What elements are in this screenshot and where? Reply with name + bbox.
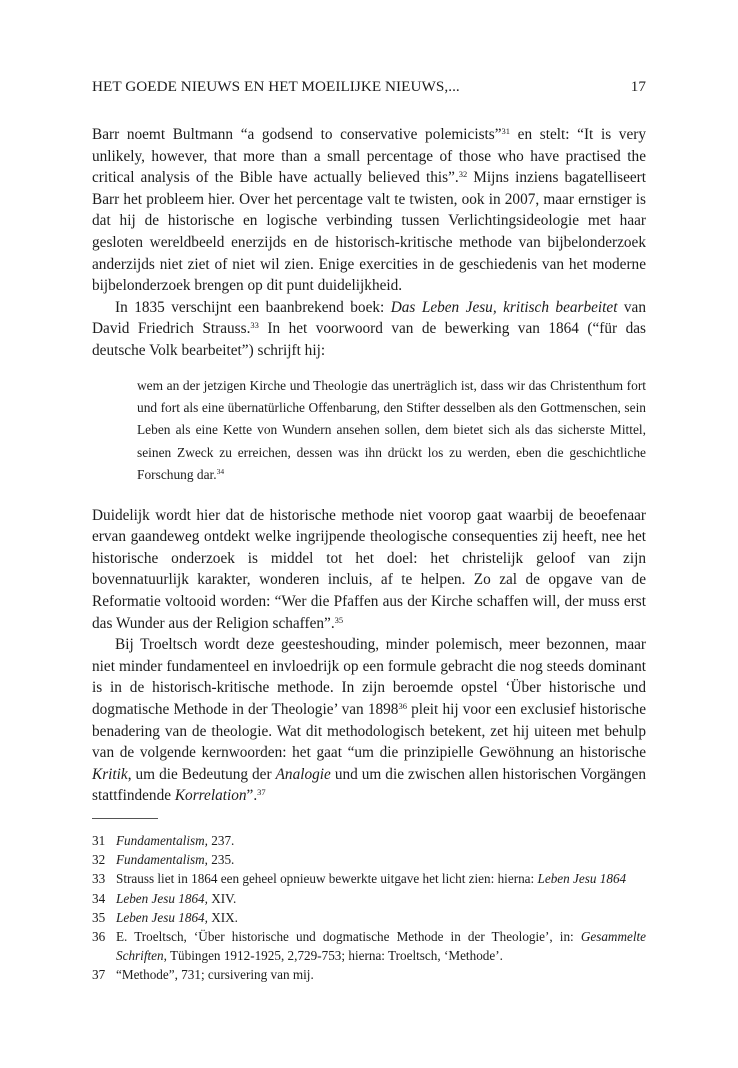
footnote-italic: Leben Jesu 1864, (116, 909, 208, 925)
footnote-31 (92, 831, 646, 850)
footnote-number: 31 (92, 833, 106, 848)
term-korrelation: Korrelation (174, 787, 247, 805)
paragraph-4-text-e: ”. (246, 787, 258, 805)
paragraph-4-text-a: Bij Troeltsch wordt deze geesteshouding, minder polemisch, meer bezonnen, maar niet minder fundamenteel en invloedrijk op een formule gebracht die nog steeds dominant is in de historisch-kritische methode. In zijn beroemde opstel ‘Über historische und dogmatische Methode in der Theologie’ van 1898 (92, 636, 646, 718)
footnote-italic: Leben Jesu 1864 (537, 871, 627, 887)
footnote-number: 37 (92, 967, 106, 983)
footnote-35 (92, 908, 646, 927)
paragraph-3 (92, 505, 646, 635)
paragraph-1-text-a: Barr noemt Bultmann “a godsend to conservative polemicists” (92, 126, 502, 143)
paragraph-2-text-a: In 1835 verschijnt een baanbrekend boek: (115, 298, 391, 316)
footnote-34 (92, 889, 646, 908)
footnote-italic: Leben Jesu 1864, (116, 890, 208, 906)
footnote-italic: Fundamentalism (116, 852, 205, 868)
footnote-text: E. Troeltsch, ‘Über historische und dogmatische Methode in der Theologie’, in: (116, 929, 581, 945)
footnote-separator (92, 818, 158, 819)
paragraph-4 (92, 634, 646, 807)
paragraph-1-text-b: en stelt: “It is very unlikely, however, that more than a small percentage of those who have practised the critical analysis of the Bible have actually believed this”. (92, 126, 646, 187)
footnote-ref-32: 32 (458, 169, 468, 180)
footnote-number: 32 (92, 852, 106, 868)
paragraph-2-text-c: In het voorwoord van de bewerking van 1864 (“für das deutsche Volk bearbeitet”) schrijft hij: (92, 320, 646, 359)
footnote-number: 35 (92, 909, 106, 925)
footnote-number: 34 (92, 890, 106, 906)
footnote-ref-34: 34 (216, 467, 225, 477)
footnotes (92, 831, 646, 985)
footnote-36 (92, 927, 646, 965)
footnote-number: 36 (92, 929, 106, 945)
footnote-text: 237. (207, 833, 235, 848)
footnote-text: , 235. (204, 852, 235, 868)
paragraph-4-text-c: , um die Bedeutung der (127, 765, 276, 783)
paragraph-1 (92, 124, 646, 297)
running-title: HET GOEDE NIEUWS EN HET MOEILIJKE NIEUWS,... (92, 78, 460, 95)
footnote-text: Strauss liet in 1864 een geheel opnieuw bewerkte uitgave het licht zien: hierna: (116, 871, 538, 887)
footnote-ref-37: 37 (257, 787, 266, 798)
footnote-text: XIX. (207, 909, 238, 925)
footnote-ref-31: 31 (501, 126, 511, 136)
footnote-italic: Fundamentalism, (116, 833, 208, 848)
page-number: 17 (630, 78, 646, 95)
footnote-text: “Methode”, 731; cursivering van mij. (116, 967, 314, 983)
paragraph-2 (92, 297, 646, 362)
running-header (92, 78, 646, 100)
footnote-number: 33 (92, 871, 106, 887)
term-analogie: Analogie (275, 765, 331, 783)
term-kritik: Kritik (92, 765, 128, 783)
footnote-ref-36: 36 (398, 700, 407, 711)
block-quote-text: wem an der jetzigen Kirche und Theologie das unerträglich ist, dass wir das Christenthum fort und fort als eine übernatürliche Offenbarung, den Stifter desselben als den Gottmenschen, sein Leben als eine Kette von Wundern ansehen sollen, dem bietet sich als das sicherste Mittel, seinen Zweck zu erreichen, dessen was ihn drückt los zu werden, eben die geschichtliche Forschung dar. (137, 377, 646, 483)
footnote-ref-35: 35 (334, 614, 344, 625)
paragraph-4-text-b: pleit hij voor een exclusief historische benadering van de theologie. Wat dit methodologisch betekent, zet hij uiteen met behulp van de volgende kernwoorden: het gaat “um die prinzipielle Gewöhnung an historische (92, 700, 646, 762)
book-title-italic: Das Leben Jesu, kritisch bearbeitet (390, 298, 618, 316)
paragraph-4-text-d: und um die zwischen allen historischen Vorgängen stattfindende (92, 765, 646, 805)
block-quote (137, 375, 646, 487)
footnote-italic: Gesammelte Schriften (116, 929, 646, 964)
footnote-32 (92, 850, 646, 869)
main-text (92, 124, 646, 807)
paragraph-3-text: Duidelijk wordt hier dat de historische methode niet voorop gaat waarbij de beoefenaar ervan gaandeweg ontdekt welke ingrijpende theologische consequenties zij heeft, nee het historische onderzoek is middel tot het doel: het christelijk geloof van zijn bovennatuurlijk karakter, wonderen incluis, af te helpen. Zo zal de opgave van de Reformatie voltooid worden: “Wer die Pfaffen aus der Kirche schaffen will, der muss erst das Wunder aus der Religion schaffen”. (92, 506, 646, 632)
footnote-text-continued: , Tübingen 1912-1925, 2,729-753; hierna: Troeltsch, ‘Methode’. (163, 948, 503, 964)
paragraph-1-text-c: Mijns inziens bagatelliseert Barr het probleem hier. Over het percentage valt te twisten, ook in 2007, maar ernstiger is dat hij de historische en logische verbinding tussen Verlichtingsideologie met haar gesloten wereldbeeld enerzijds en de historisch-kritische methode van bijbelonderzoek anderzijds niet ziet of niet wil zien. Enige exercities in de geschiedenis van het moderne bijbelonderzoek brengen op dit punt duidelijkheid. (92, 169, 647, 295)
footnote-text: XIV. (207, 890, 237, 906)
footnote-ref-33: 33 (250, 320, 259, 331)
footnote-37 (92, 965, 646, 984)
footnote-33 (92, 869, 646, 888)
paragraph-2-text-b: van David Friedrich Strauss. (92, 298, 646, 338)
